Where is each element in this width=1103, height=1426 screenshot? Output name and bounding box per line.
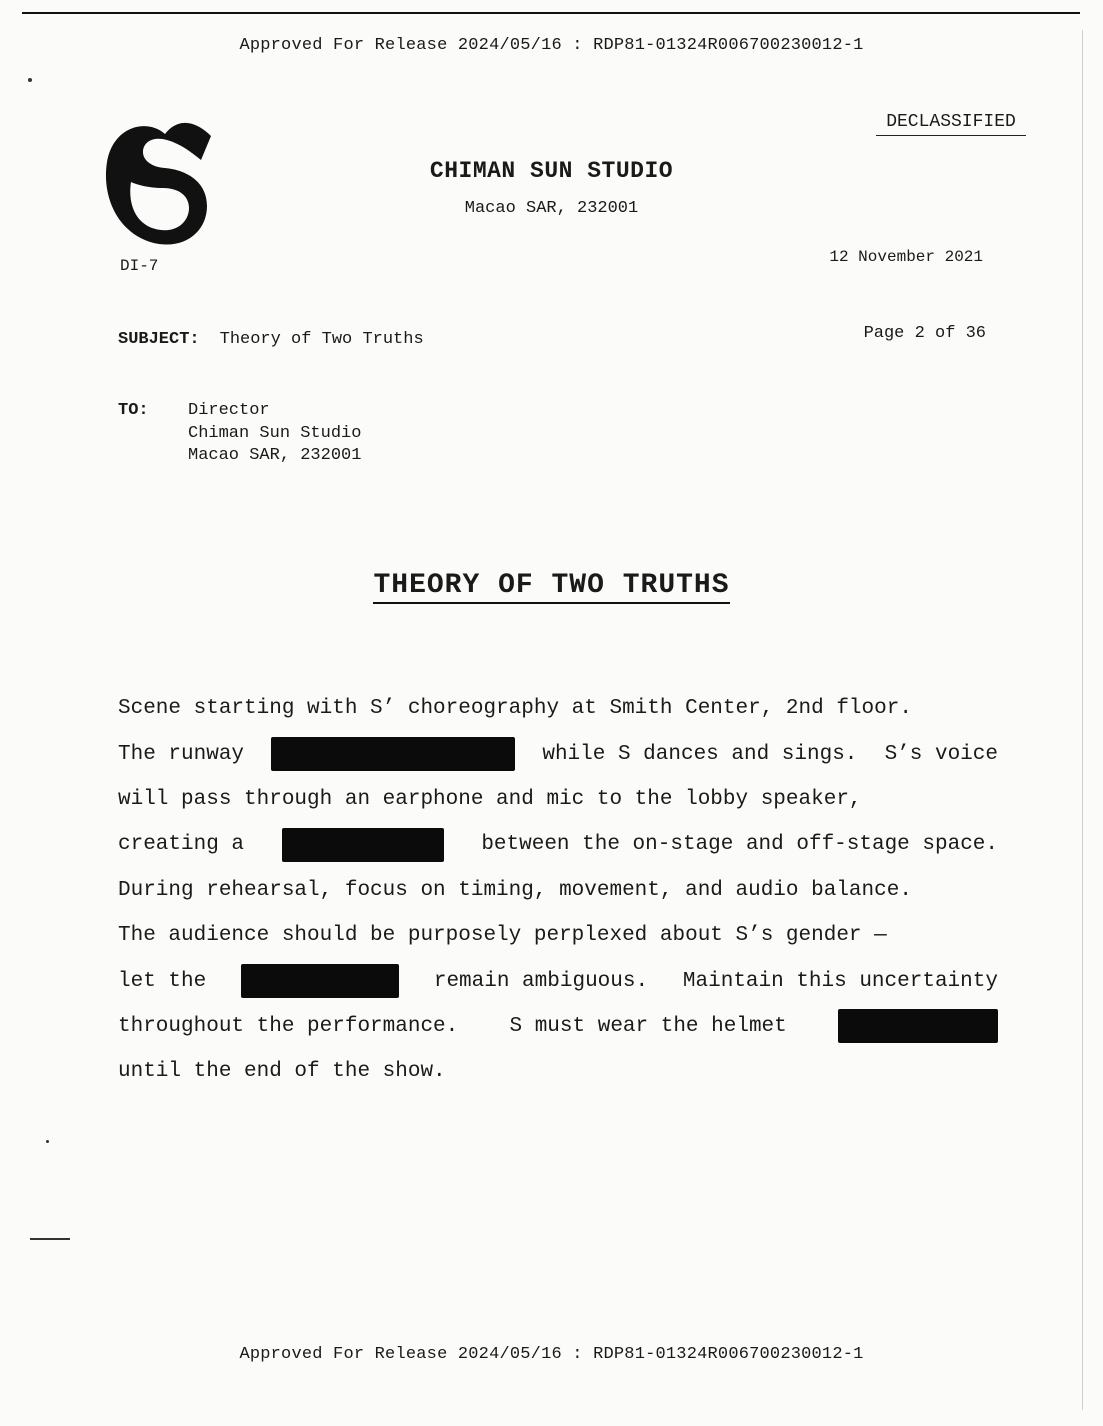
page-edge <box>1082 30 1083 1410</box>
scan-speck <box>46 1140 49 1143</box>
subject-value: Theory of Two Truths <box>219 330 424 349</box>
body-line: until the end of the show. <box>118 1060 446 1084</box>
recipient-line: Macao SAR, 232001 <box>188 446 362 465</box>
body-line: will pass through an earphone and mic to the lobby speaker, <box>118 787 862 811</box>
release-line-bottom: Approved For Release 2024/05/16 : RDP81-01324R006700230012-1 <box>239 1345 864 1364</box>
form-code: DI-7 <box>120 257 159 275</box>
body-line: The audience should be purposely perplexed about S’s gender — <box>118 924 887 948</box>
body-line: Scene starting with S’ choreography at Smith Center, 2nd floor. <box>118 697 912 721</box>
redaction-bar <box>241 964 399 998</box>
top-rule <box>22 12 1080 14</box>
recipient-line: Chiman Sun Studio <box>188 423 362 443</box>
body-line: The runway while S dances and sings. S’s voice <box>118 731 998 776</box>
recipient-line: Director <box>188 401 270 420</box>
body-line: During rehearsal, focus on timing, movement, and audio balance. <box>118 878 912 902</box>
cs-logo-icon <box>95 112 215 257</box>
letterhead-name: CHIMAN SUN STUDIO <box>429 158 674 184</box>
subject-line <box>118 330 424 349</box>
to-label: TO: <box>118 401 149 420</box>
document-date: 12 November 2021 <box>829 248 983 266</box>
scan-speck <box>28 78 32 82</box>
body-line: let the remain ambiguous. Maintain this uncertainty <box>118 958 998 1003</box>
body-line: throughout the performance. S must wear the helmet <box>118 1004 998 1049</box>
subject-label: SUBJECT: <box>118 330 200 349</box>
letterhead-address: Macao SAR, 232001 <box>464 199 639 218</box>
scan-mark <box>30 1238 70 1240</box>
body-text <box>118 686 998 1095</box>
redaction-bar <box>282 828 444 862</box>
redaction-bar <box>838 1009 998 1043</box>
page-number: Page 2 of 36 <box>863 324 986 343</box>
document-title: THEORY OF TWO TRUTHS <box>0 570 1103 601</box>
body-line: creating a between the on-stage and off-stage space. <box>118 822 998 867</box>
declassified-stamp: DECLASSIFIED <box>876 112 1026 136</box>
release-line-top: Approved For Release 2024/05/16 : RDP81-01324R006700230012-1 <box>239 36 864 55</box>
redaction-bar <box>271 737 515 771</box>
